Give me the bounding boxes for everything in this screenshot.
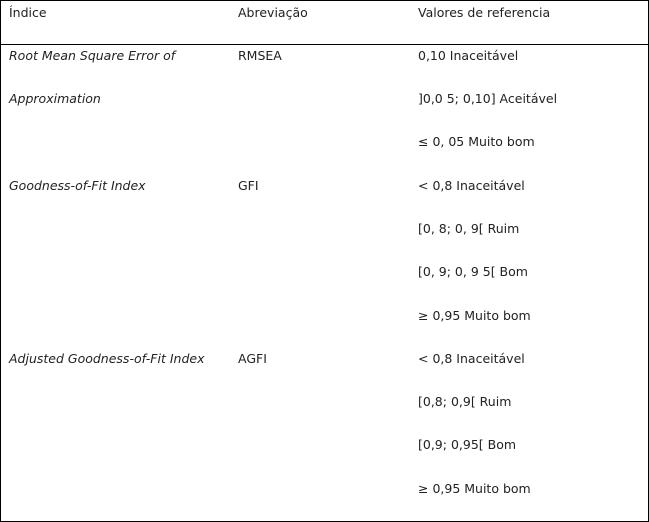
gfi-value: < 0,8 Inaceitável [418, 178, 525, 193]
table-header-row [1, 1, 648, 45]
rmsea-value: ]0,0 5; 0,10] Aceitável [418, 91, 558, 106]
rmsea-index-line-2: Approximation [9, 91, 101, 106]
gfi-value: [0, 8; 0, 9[ Ruim [418, 221, 520, 236]
agfi-value: ≥ 0,95 Muito bom [418, 481, 531, 496]
header-abbreviation: Abreviação [238, 5, 308, 20]
gfi-value: [0, 9; 0, 9 5[ Bom [418, 264, 528, 279]
gfi-value: ≥ 0,95 Muito bom [418, 308, 531, 323]
rmsea-abbreviation: RMSEA [238, 48, 282, 63]
agfi-value: [0,8; 0,9[ Ruim [418, 394, 512, 409]
agfi-abbreviation: AGFI [238, 351, 267, 366]
agfi-value: [0,9; 0,95[ Bom [418, 437, 517, 452]
agfi-index: Adjusted Goodness-of-Fit Index [9, 351, 205, 366]
rmsea-value: ≤ 0, 05 Muito bom [418, 134, 535, 149]
rmsea-index-line-1: Root Mean Square Error of [9, 48, 176, 63]
gfi-abbreviation: GFI [238, 178, 259, 193]
header-reference-values: Valores de referencia [418, 5, 551, 20]
agfi-value: < 0,8 Inaceitável [418, 351, 525, 366]
header-index: Índice [9, 5, 47, 20]
gfi-index: Goodness-of-Fit Index [9, 178, 146, 193]
rmsea-value: 0,10 Inaceitável [418, 48, 519, 63]
